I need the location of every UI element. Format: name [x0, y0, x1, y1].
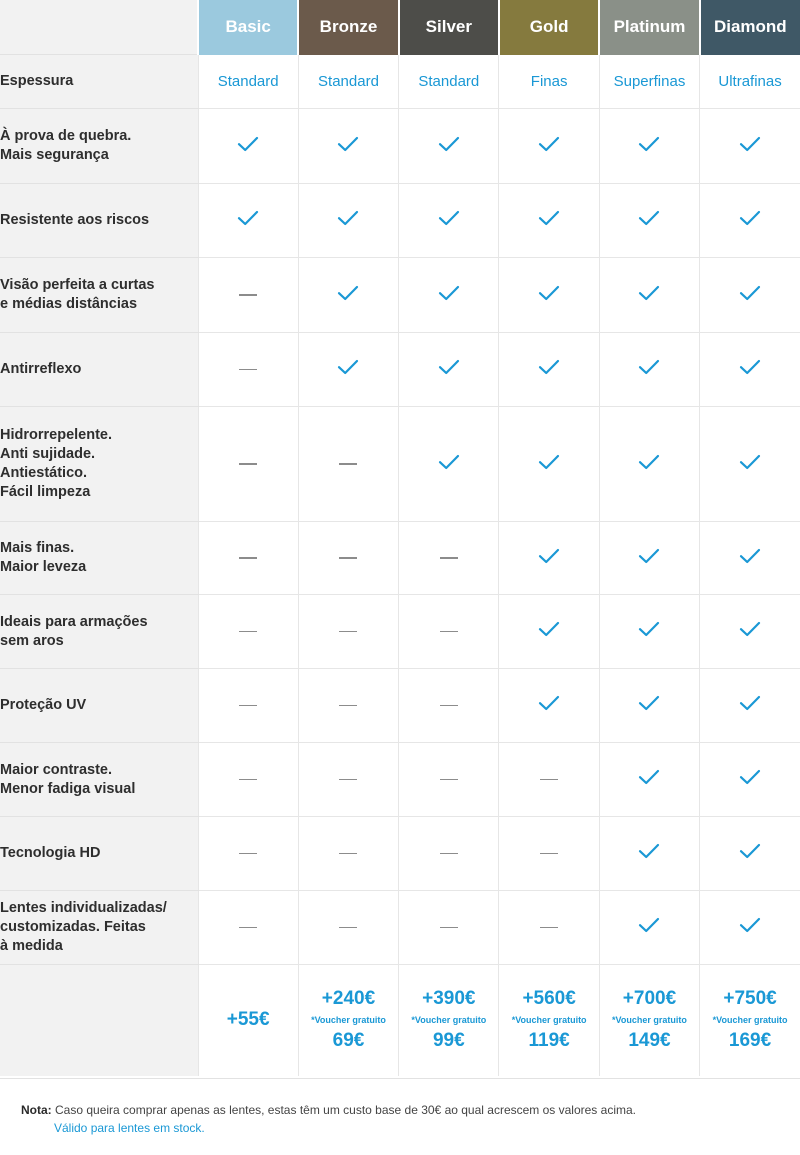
feature-cell	[399, 891, 499, 965]
feature-label-line: Ideais para armações	[0, 613, 148, 630]
feature-label	[0, 891, 198, 965]
tier-header-gold: Gold	[499, 0, 599, 55]
feature-cell	[700, 817, 800, 891]
dash-icon	[440, 853, 458, 855]
dash-icon	[540, 779, 558, 781]
feature-row	[0, 109, 800, 184]
check-icon	[739, 695, 761, 711]
dash-icon	[239, 294, 257, 296]
feature-cell	[700, 109, 800, 184]
header-corner	[0, 0, 198, 55]
check-icon	[638, 917, 660, 933]
feature-label	[0, 817, 198, 891]
check-icon	[739, 210, 761, 226]
check-icon	[337, 359, 359, 375]
feature-cell	[198, 669, 298, 743]
feature-cell	[700, 407, 800, 522]
feature-label-line: Maior leveza	[0, 559, 87, 575]
feature-row	[0, 743, 800, 817]
check-icon	[538, 548, 560, 564]
check-icon	[237, 210, 259, 226]
price-row-label	[0, 965, 198, 1076]
feature-label-line: Resistente aos riscos	[0, 212, 150, 228]
feature-label-line: Hidrorrepelente.	[0, 427, 112, 443]
price-voucher: 149€	[628, 1030, 671, 1052]
feature-cell	[298, 669, 398, 743]
feature-label-line: Fácil limpeza	[0, 484, 91, 500]
check-icon	[638, 843, 660, 859]
tier-header-bronze: Bronze	[298, 0, 398, 55]
feature-cell	[499, 817, 599, 891]
tier-header-basic: Basic	[198, 0, 298, 55]
feature-cell	[399, 407, 499, 522]
feature-row	[0, 333, 800, 407]
check-icon	[438, 285, 460, 301]
voucher-note: *Voucher gratuito	[411, 1015, 487, 1026]
feature-label	[0, 184, 198, 258]
price-cell	[399, 965, 499, 1076]
check-icon	[538, 621, 560, 637]
feature-label-line: Proteção UV	[0, 697, 87, 713]
dash-icon	[339, 557, 357, 559]
check-icon	[638, 136, 660, 152]
check-icon	[739, 285, 761, 301]
thickness-value: Ultrafinas	[700, 55, 800, 109]
feature-cell	[499, 109, 599, 184]
price-cell	[599, 965, 699, 1076]
check-icon	[337, 285, 359, 301]
feature-label	[0, 333, 198, 407]
check-icon	[739, 359, 761, 375]
thickness-value: Standard	[298, 55, 398, 109]
dash-icon	[239, 779, 257, 781]
check-icon	[337, 210, 359, 226]
check-icon	[638, 548, 660, 564]
feature-cell	[599, 743, 699, 817]
check-icon	[538, 136, 560, 152]
feature-cell	[399, 669, 499, 743]
price-voucher: 119€	[528, 1030, 570, 1052]
dash-icon	[339, 927, 357, 929]
footnote-label: Nota:	[21, 1103, 52, 1117]
feature-cell	[298, 891, 398, 965]
voucher-note: *Voucher gratuito	[612, 1015, 687, 1026]
feature-label-line: Lentes individualizadas/	[0, 900, 167, 916]
dash-icon	[239, 705, 257, 707]
feature-cell	[198, 522, 298, 595]
feature-cell	[198, 407, 298, 522]
feature-label	[0, 407, 198, 522]
feature-row	[0, 184, 800, 258]
dash-icon	[239, 927, 257, 929]
tier-header-platinum: Platinum	[599, 0, 699, 55]
feature-label-line: Anti sujidade.	[0, 446, 96, 462]
feature-label-line: Menor fadiga visual	[0, 780, 136, 797]
feature-cell	[599, 109, 699, 184]
feature-cell	[198, 891, 298, 965]
price-cell	[198, 965, 298, 1076]
feature-cell	[599, 333, 699, 407]
feature-cell	[298, 184, 398, 258]
dash-icon	[339, 779, 357, 781]
footnote-body: Caso queira comprar apenas as lentes, estas têm um custo base de 30€ ao qual acrescem os valores acima.	[55, 1103, 636, 1117]
tier-header-diamond: Diamond	[700, 0, 800, 55]
price-main: +750€	[723, 988, 777, 1010]
feature-cell	[499, 891, 599, 965]
feature-label-line: sem aros	[0, 632, 64, 649]
check-icon	[538, 695, 560, 711]
dash-icon	[440, 779, 458, 781]
dash-icon	[540, 927, 558, 929]
feature-cell	[399, 184, 499, 258]
price-main: +390€	[422, 988, 476, 1010]
feature-label	[0, 522, 198, 595]
feature-row	[0, 891, 800, 965]
price-voucher: 169€	[728, 1030, 772, 1052]
voucher-note: *Voucher gratuito	[311, 1015, 386, 1026]
price-voucher: 69€	[332, 1030, 365, 1052]
check-icon	[739, 454, 761, 470]
feature-cell	[399, 522, 499, 595]
dash-icon	[440, 631, 458, 633]
feature-cell	[599, 184, 699, 258]
feature-cell	[499, 743, 599, 817]
footnote-text	[21, 1103, 636, 1117]
feature-cell	[499, 333, 599, 407]
dash-icon	[239, 463, 257, 465]
feature-label	[0, 669, 198, 743]
check-icon	[237, 136, 259, 152]
feature-cell	[499, 669, 599, 743]
feature-cell	[298, 595, 398, 669]
feature-cell	[599, 595, 699, 669]
dash-icon	[239, 631, 257, 633]
check-icon	[638, 454, 660, 470]
price-cell	[298, 965, 398, 1076]
dash-icon	[339, 705, 357, 707]
check-icon	[739, 548, 761, 564]
feature-row	[0, 669, 800, 743]
feature-cell	[599, 407, 699, 522]
feature-cell	[298, 258, 398, 333]
feature-label-line: Maior contraste.	[0, 761, 112, 778]
check-icon	[638, 210, 660, 226]
feature-row	[0, 407, 800, 522]
check-icon	[739, 917, 761, 933]
feature-cell	[700, 184, 800, 258]
dash-icon	[440, 557, 458, 559]
check-icon	[638, 769, 660, 785]
feature-label	[0, 595, 198, 669]
feature-cell	[499, 595, 599, 669]
thickness-value: Finas	[499, 55, 599, 109]
feature-cell	[599, 891, 699, 965]
dash-icon	[339, 631, 357, 633]
feature-cell	[198, 595, 298, 669]
feature-label-line: Antiestático.	[0, 465, 88, 481]
dash-icon	[440, 705, 458, 707]
feature-cell	[198, 817, 298, 891]
feature-label-line: à medida	[0, 938, 63, 954]
feature-cell	[298, 333, 398, 407]
feature-cell	[298, 743, 398, 817]
feature-row	[0, 817, 800, 891]
feature-cell	[599, 522, 699, 595]
feature-cell	[700, 891, 800, 965]
feature-label-thickness: Espessura	[0, 55, 198, 109]
price-row	[0, 965, 800, 1076]
feature-cell	[700, 669, 800, 743]
price-cell	[700, 965, 800, 1076]
check-icon	[438, 359, 460, 375]
check-icon	[638, 621, 660, 637]
feature-cell	[399, 333, 499, 407]
dash-icon	[339, 463, 357, 465]
check-icon	[337, 136, 359, 152]
feature-row	[0, 522, 800, 595]
check-icon	[538, 210, 560, 226]
check-icon	[438, 454, 460, 470]
feature-label-line: Visão perfeita a curtas	[0, 277, 155, 293]
feature-cell	[198, 109, 298, 184]
feature-label-line: Antirreflexo	[0, 361, 82, 377]
price-main: +55€	[226, 1009, 270, 1031]
feature-cell	[399, 109, 499, 184]
thickness-value: Superfinas	[599, 55, 699, 109]
check-icon	[739, 136, 761, 152]
dash-icon	[540, 853, 558, 855]
feature-label	[0, 109, 198, 184]
feature-row	[0, 258, 800, 333]
feature-cell	[700, 522, 800, 595]
check-icon	[438, 210, 460, 226]
feature-cell	[700, 595, 800, 669]
feature-cell	[599, 258, 699, 333]
feature-cell	[599, 669, 699, 743]
price-voucher: 99€	[432, 1030, 465, 1052]
tier-header-silver: Silver	[399, 0, 499, 55]
feature-label-line: Mais segurança	[0, 147, 109, 163]
dash-icon	[239, 557, 257, 559]
dash-icon	[239, 369, 257, 371]
check-icon	[538, 454, 560, 470]
feature-row	[0, 595, 800, 669]
dash-icon	[440, 927, 458, 929]
feature-cell	[499, 258, 599, 333]
feature-cell	[700, 333, 800, 407]
feature-cell	[499, 522, 599, 595]
feature-cell	[399, 595, 499, 669]
feature-cell	[298, 522, 398, 595]
check-icon	[739, 843, 761, 859]
check-icon	[638, 359, 660, 375]
feature-cell	[599, 817, 699, 891]
feature-label-line: e médias distâncias	[0, 296, 138, 312]
feature-cell	[298, 109, 398, 184]
feature-cell	[198, 743, 298, 817]
feature-label-line: Mais finas.	[0, 540, 75, 556]
feature-cell	[499, 407, 599, 522]
check-icon	[638, 285, 660, 301]
check-icon	[739, 621, 761, 637]
feature-cell	[399, 258, 499, 333]
price-main: +700€	[622, 988, 677, 1010]
feature-cell	[198, 184, 298, 258]
feature-cell	[700, 743, 800, 817]
feature-cell	[198, 333, 298, 407]
check-icon	[739, 769, 761, 785]
footnote-stock-link[interactable]: Válido para lentes em stock.	[54, 1121, 205, 1135]
thickness-row	[0, 55, 800, 109]
footnote	[0, 1078, 800, 1155]
thickness-value: Standard	[198, 55, 298, 109]
feature-cell	[198, 258, 298, 333]
thickness-value: Standard	[399, 55, 499, 109]
feature-cell	[499, 184, 599, 258]
voucher-note: *Voucher gratuito	[712, 1015, 788, 1026]
check-icon	[638, 695, 660, 711]
feature-cell	[298, 407, 398, 522]
tier-header-row	[0, 0, 800, 55]
feature-cell	[700, 258, 800, 333]
price-cell	[499, 965, 599, 1076]
feature-label-line: À prova de quebra.	[0, 128, 132, 144]
feature-cell	[399, 817, 499, 891]
check-icon	[438, 136, 460, 152]
dash-icon	[239, 853, 257, 855]
feature-label-line: customizadas. Feitas	[0, 919, 146, 935]
feature-cell	[399, 743, 499, 817]
price-main: +560€	[522, 988, 576, 1010]
dash-icon	[339, 853, 357, 855]
price-main: +240€	[321, 988, 376, 1010]
feature-label	[0, 743, 198, 817]
feature-label	[0, 258, 198, 333]
voucher-note: *Voucher gratuito	[511, 1015, 587, 1026]
feature-cell	[298, 817, 398, 891]
check-icon	[538, 359, 560, 375]
feature-label-line: Tecnologia HD	[0, 845, 101, 861]
check-icon	[538, 285, 560, 301]
